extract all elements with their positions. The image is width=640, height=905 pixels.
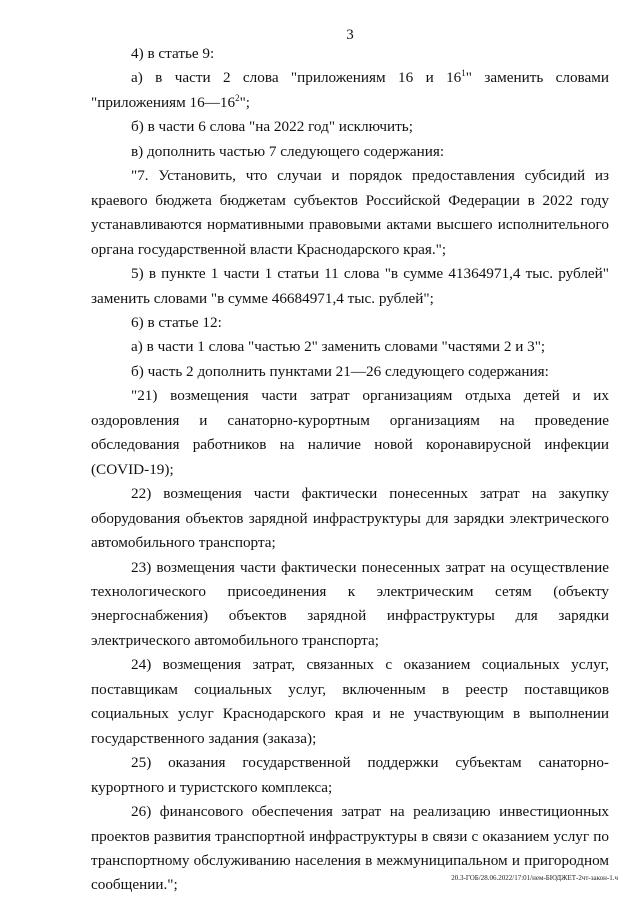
text-run: 5) в пункте 1 части 1 статьи 11 слова "в сумме 41364971,4 тыс. рублей" заменить словами "в сумме 46684971,4 тыс. рублей"; <box>91 265 609 307</box>
paragraph-p13 <box>91 653 609 751</box>
paragraph-p9 <box>91 360 609 384</box>
paragraph-p7 <box>91 311 609 335</box>
paragraph-p1 <box>91 42 609 66</box>
text-run: 26) финансового обеспечения затрат на реализацию инвестиционных проектов развития транспортной инфраструктуры в связи с оказанием услуг по транспортному обслуживанию населения в межмуниципальном и пригородном сообщении."; <box>91 803 609 894</box>
text-run: а) в части 2 слова "приложениям 16 и 16 <box>131 69 462 87</box>
text-run: 23) возмещения части фактически понесенных затрат на осуществление технологического присоединения к электрическим сетям (объекту энергоснабжения) объектов зарядной инфраструктуры для зарядки электрического автомобильного транспорта; <box>91 558 609 649</box>
text-run: "; <box>239 93 251 111</box>
text-run: а) в части 1 слова "частью 2" заменить словами "частями 2 и 3"; <box>131 338 546 356</box>
superscript: 1 <box>461 68 466 79</box>
text-run: 22) возмещения части фактически понесенных затрат на закупку оборудования объектов зарядной инфраструктуры для зарядки электрического автомобильного транспорта; <box>91 485 609 552</box>
paragraph-p6 <box>91 262 609 311</box>
paragraph-p4 <box>91 140 609 164</box>
footer-document-code: 20.3-ГОБ/28.06.2022/17:01/нем-БЮДЖЕТ-2чт-закон-1.ч <box>451 874 618 882</box>
text-run: 4) в статье 9: <box>131 45 215 62</box>
text-run: б) в части 6 слова "на 2022 год" исключить; <box>131 118 413 136</box>
text-run: 6) в статье 12: <box>131 313 222 331</box>
text-run: б) часть 2 дополнить пунктами 21—26 следующего содержания: <box>131 362 549 380</box>
paragraph-p12 <box>91 556 609 654</box>
paragraph-p10 <box>91 384 609 482</box>
text-run: 24) возмещения затрат, связанных с оказанием социальных услуг, поставщикам социальных услуг, включенным в реестр поставщиков социальных услуг Краснодарского края и не участвующим в выполнении государственного задания (заказа); <box>91 656 609 747</box>
text-run: "21) возмещения части затрат организациям отдыха детей и их оздоровления и санаторно-курортным организациям на проведение обследования работников на наличие новой коронавирусной инфекции (COVID-19); <box>91 387 609 478</box>
superscript: 2 <box>235 92 240 103</box>
text-run: " заменить словами "приложениям 16—16 <box>91 69 609 111</box>
paragraph-p3 <box>91 115 609 139</box>
page-number: 3 <box>346 27 354 43</box>
paragraph-p8 <box>91 335 609 359</box>
paragraph-p5 <box>91 164 609 262</box>
paragraph-p11 <box>91 482 609 555</box>
text-run: в) дополнить частью 7 следующего содержания: <box>131 142 445 160</box>
text-run: 25) оказания государственной поддержки субъектам санаторно-курортного и туристского комплекса; <box>91 754 609 796</box>
paragraph-p2 <box>91 66 609 115</box>
text-run: "7. Установить, что случаи и порядок предоставления субсидий из краевого бюджета бюджетам субъектов Российской Федерации в 2022 году устанавливаются нормативными правовыми актами высшего исполнительного органа государственной власти Краснодарского края."; <box>91 167 609 258</box>
paragraph-p15 <box>91 800 609 898</box>
paragraph-p14 <box>91 751 609 800</box>
document-body <box>91 42 609 898</box>
